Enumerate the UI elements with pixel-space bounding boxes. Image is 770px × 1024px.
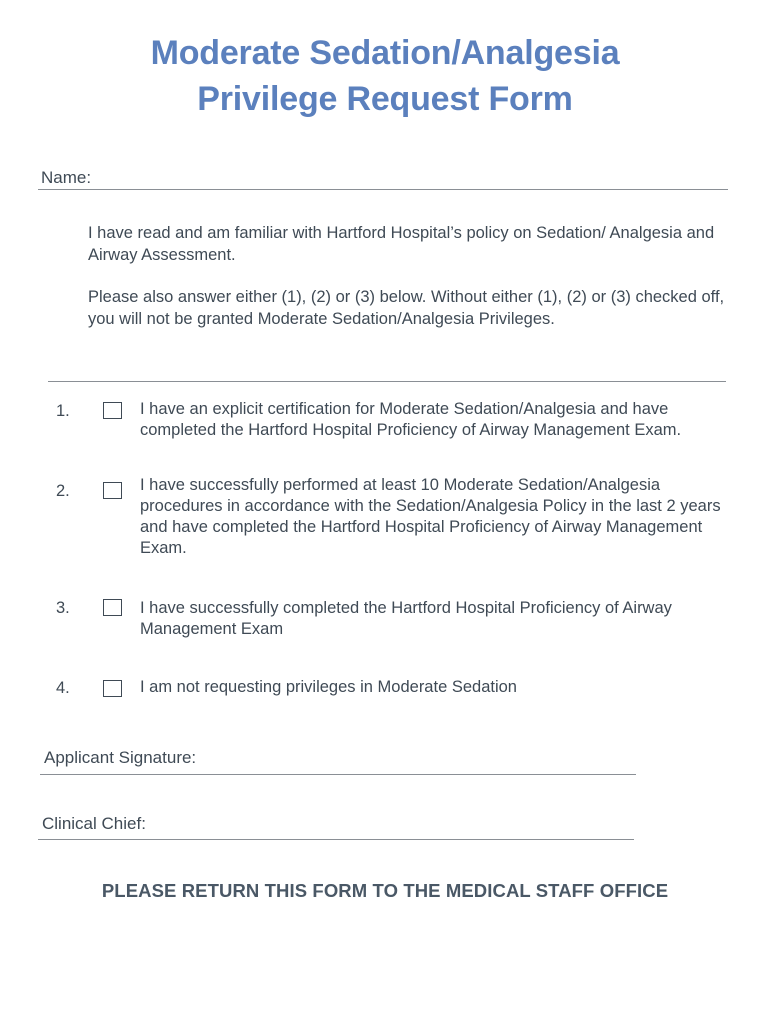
form-title-line-1: Moderate Sedation/Analgesia bbox=[150, 34, 620, 72]
option-4-checkbox[interactable] bbox=[103, 680, 122, 697]
instructions-text: Please also answer either (1), (2) or (3) below. Without either (1), (2) or (3) checked off, you will not be granted Moderate Sedation/Analgesia Privileges. bbox=[88, 288, 725, 328]
option-4-number: 4. bbox=[56, 679, 70, 697]
option-3-number: 3. bbox=[56, 599, 70, 617]
applicant-signature-label: Applicant Signature: bbox=[44, 748, 197, 767]
return-instructions: PLEASE RETURN THIS FORM TO THE MEDICAL STAFF OFFICE bbox=[101, 880, 669, 901]
option-2-checkbox[interactable] bbox=[103, 482, 122, 499]
applicant-signature-line[interactable] bbox=[40, 774, 636, 775]
policy-acknowledgement-text: I have read and am familiar with Hartford Hospital’s policy on Sedation/ Analgesia and Airway Assessment. bbox=[88, 224, 715, 264]
clinical-chief-signature-line[interactable] bbox=[38, 839, 634, 840]
option-1-checkbox[interactable] bbox=[103, 402, 122, 419]
form-title-line-2: Privilege Request Form bbox=[197, 80, 573, 118]
name-label: Name: bbox=[41, 168, 92, 187]
option-1-text: I have an explicit certification for Moderate Sedation/Analgesia and have completed the Hartford Hospital Proficiency of Airway Management Exam. bbox=[140, 400, 682, 439]
option-3-checkbox[interactable] bbox=[103, 599, 122, 616]
option-2-number: 2. bbox=[56, 482, 70, 500]
option-2-text: I have successfully performed at least 10 Moderate Sedation/Analgesia procedures in accordance with the Sedation/Analgesia Policy in the last 2 years and have completed the Hartford Hospital Proficiency of Airway Management Exam. bbox=[140, 476, 721, 557]
option-4-text: I am not requesting privileges in Moderate Sedation bbox=[140, 678, 517, 696]
name-input-line[interactable] bbox=[38, 189, 728, 190]
clinical-chief-label: Clinical Chief: bbox=[42, 814, 146, 833]
option-3-text: I have successfully completed the Hartford Hospital Proficiency of Airway Management Exam bbox=[140, 599, 672, 638]
section-divider bbox=[48, 381, 726, 382]
form-title bbox=[0, 30, 770, 122]
option-1-number: 1. bbox=[56, 402, 70, 420]
